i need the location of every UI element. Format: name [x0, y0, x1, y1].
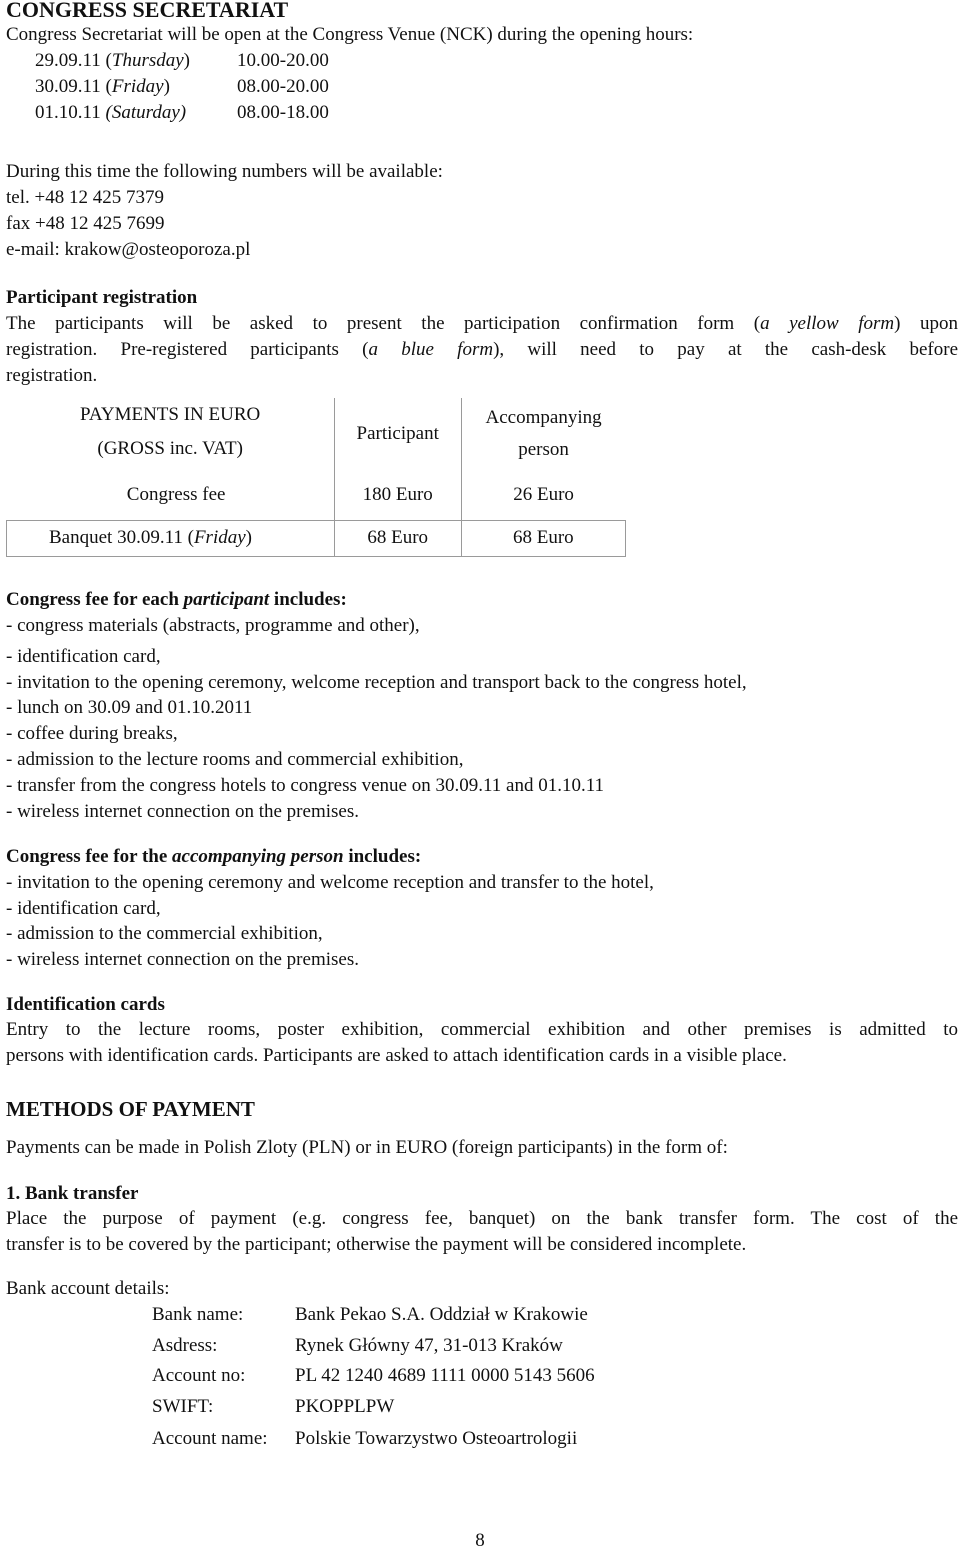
schedule-date: 29.09.11 (Thursday) — [35, 50, 190, 71]
table-cell: 26 Euro — [461, 470, 625, 520]
list-item: - admission to the commercial exhibition, — [6, 923, 323, 944]
list-item: - identification card, — [6, 898, 161, 919]
header-accompanying: Accompanying — [485, 407, 602, 428]
payment-intro: Payments can be made in Polish Zloty (PLN) or in EURO (foreign participants) in the form of: — [6, 1137, 728, 1158]
participant-fee-heading: Congress fee for each participant includes: — [6, 589, 347, 610]
payments-table — [6, 398, 626, 557]
table-cell: Congress fee — [7, 470, 335, 520]
bank-detail-value: Bank Pekao S.A. Oddział w Krakowie — [295, 1304, 588, 1325]
bank-detail-key: Bank name: — [152, 1304, 244, 1325]
list-item: - identification card, — [6, 646, 161, 667]
registration-paragraph-line: The participants will be asked to present the participation confirmation form (a yellow form) upon — [6, 313, 959, 334]
list-item: - congress materials (abstracts, programme and other), — [6, 615, 420, 636]
telephone: tel. +48 12 425 7379 — [6, 187, 164, 208]
header-participant: Participant — [356, 423, 439, 444]
table-cell: 68 Euro — [334, 520, 461, 556]
schedule-hours: 10.00-20.00 — [237, 50, 329, 71]
table-row — [7, 470, 626, 520]
schedule-hours: 08.00-18.00 — [237, 102, 329, 123]
table-header-row — [7, 398, 626, 470]
bank-detail-value: PL 42 1240 4689 1111 0000 5143 5606 — [295, 1365, 595, 1386]
bank-detail-key: SWIFT: — [152, 1396, 214, 1417]
table-cell: Banquet 30.09.11 (Friday) — [7, 520, 335, 556]
table-header-cell — [334, 398, 461, 470]
list-item: - admission to the lecture rooms and commercial exhibition, — [6, 749, 464, 770]
bank-transfer-paragraph-line: Place the purpose of payment (e.g. congress fee, banquet) on the bank transfer form. The cost of the — [6, 1208, 958, 1229]
bank-detail-key: Asdress: — [152, 1335, 218, 1356]
bank-detail-row — [152, 1302, 588, 1328]
list-item: - wireless internet connection on the premises. — [6, 801, 359, 822]
bank-transfer-heading: 1. Bank transfer — [6, 1183, 139, 1204]
schedule-hours: 08.00-20.00 — [237, 76, 329, 97]
section-title-secretariat: CONGRESS SECRETARIAT — [6, 0, 289, 22]
table-row — [7, 520, 626, 556]
list-item: - invitation to the opening ceremony and welcome reception and transfer to the hotel, — [6, 872, 654, 893]
header-payments: PAYMENTS IN EURO — [80, 404, 261, 425]
bank-details-label: Bank account details: — [6, 1278, 170, 1299]
schedule-row — [35, 100, 958, 126]
list-item: - invitation to the opening ceremony, welcome reception and transport back to the congress hotel, — [6, 672, 747, 693]
bank-detail-row — [152, 1426, 577, 1452]
page-number: 8 — [475, 1530, 485, 1551]
bank-detail-key: Account no: — [152, 1365, 246, 1386]
list-item: - transfer from the congress hotels to congress venue on 30.09.11 and 01.10.11 — [6, 775, 605, 796]
list-item: - lunch on 30.09 and 01.10.2011 — [6, 697, 253, 718]
table-header-cell — [7, 398, 335, 470]
section-title-payment-methods: METHODS OF PAYMENT — [6, 1097, 255, 1121]
table-cell: 68 Euro — [461, 520, 625, 556]
fax: fax +48 12 425 7699 — [6, 213, 165, 234]
registration-paragraph-line: registration. Pre-registered participants (a blue form), will need to pay at the cash-desk before — [6, 339, 958, 360]
id-cards-paragraph-line: persons with identification cards. Participants are asked to attach identification cards in a visible place. — [6, 1045, 787, 1066]
numbers-intro: During this time the following numbers will be available: — [6, 161, 443, 182]
schedule-date: 30.09.11 (Friday) — [35, 76, 170, 97]
email-link[interactable]: e-mail: krakow@osteoporoza.pl — [6, 239, 251, 260]
list-item: - coffee during breaks, — [6, 723, 178, 744]
schedule-row — [35, 74, 958, 100]
bank-transfer-paragraph-line: transfer is to be covered by the participant; otherwise the payment will be considered incomplete. — [6, 1234, 747, 1255]
bank-detail-row — [152, 1333, 563, 1359]
registration-heading: Participant registration — [6, 287, 198, 308]
schedule-row — [35, 48, 958, 74]
id-cards-heading: Identification cards — [6, 994, 165, 1015]
schedule-date: 01.10.11 (Saturday) — [35, 102, 187, 123]
table-cell: 180 Euro — [334, 470, 461, 520]
bank-detail-key: Account name: — [152, 1428, 268, 1449]
list-item: - wireless internet connection on the premises. — [6, 949, 359, 970]
table-header-cell — [461, 398, 625, 470]
bank-detail-row — [152, 1363, 595, 1389]
bank-detail-value: Polskie Towarzystwo Osteoartrologii — [295, 1428, 578, 1449]
registration-paragraph-line: registration. — [6, 365, 98, 386]
header-gross: (GROSS inc. VAT) — [97, 438, 243, 459]
id-cards-paragraph-line: Entry to the lecture rooms, poster exhibition, commercial exhibition and other premises is admitted to — [6, 1019, 958, 1040]
bank-detail-row — [152, 1394, 394, 1420]
header-person: person — [518, 439, 569, 460]
bank-detail-value: PKOPPLPW — [295, 1396, 395, 1417]
bank-detail-value: Rynek Główny 47, 31-013 Kraków — [295, 1335, 563, 1356]
secretariat-intro: Congress Secretariat will be open at the Congress Venue (NCK) during the opening hours: — [6, 24, 694, 45]
accompanying-fee-heading: Congress fee for the accompanying person includes: — [6, 846, 422, 867]
